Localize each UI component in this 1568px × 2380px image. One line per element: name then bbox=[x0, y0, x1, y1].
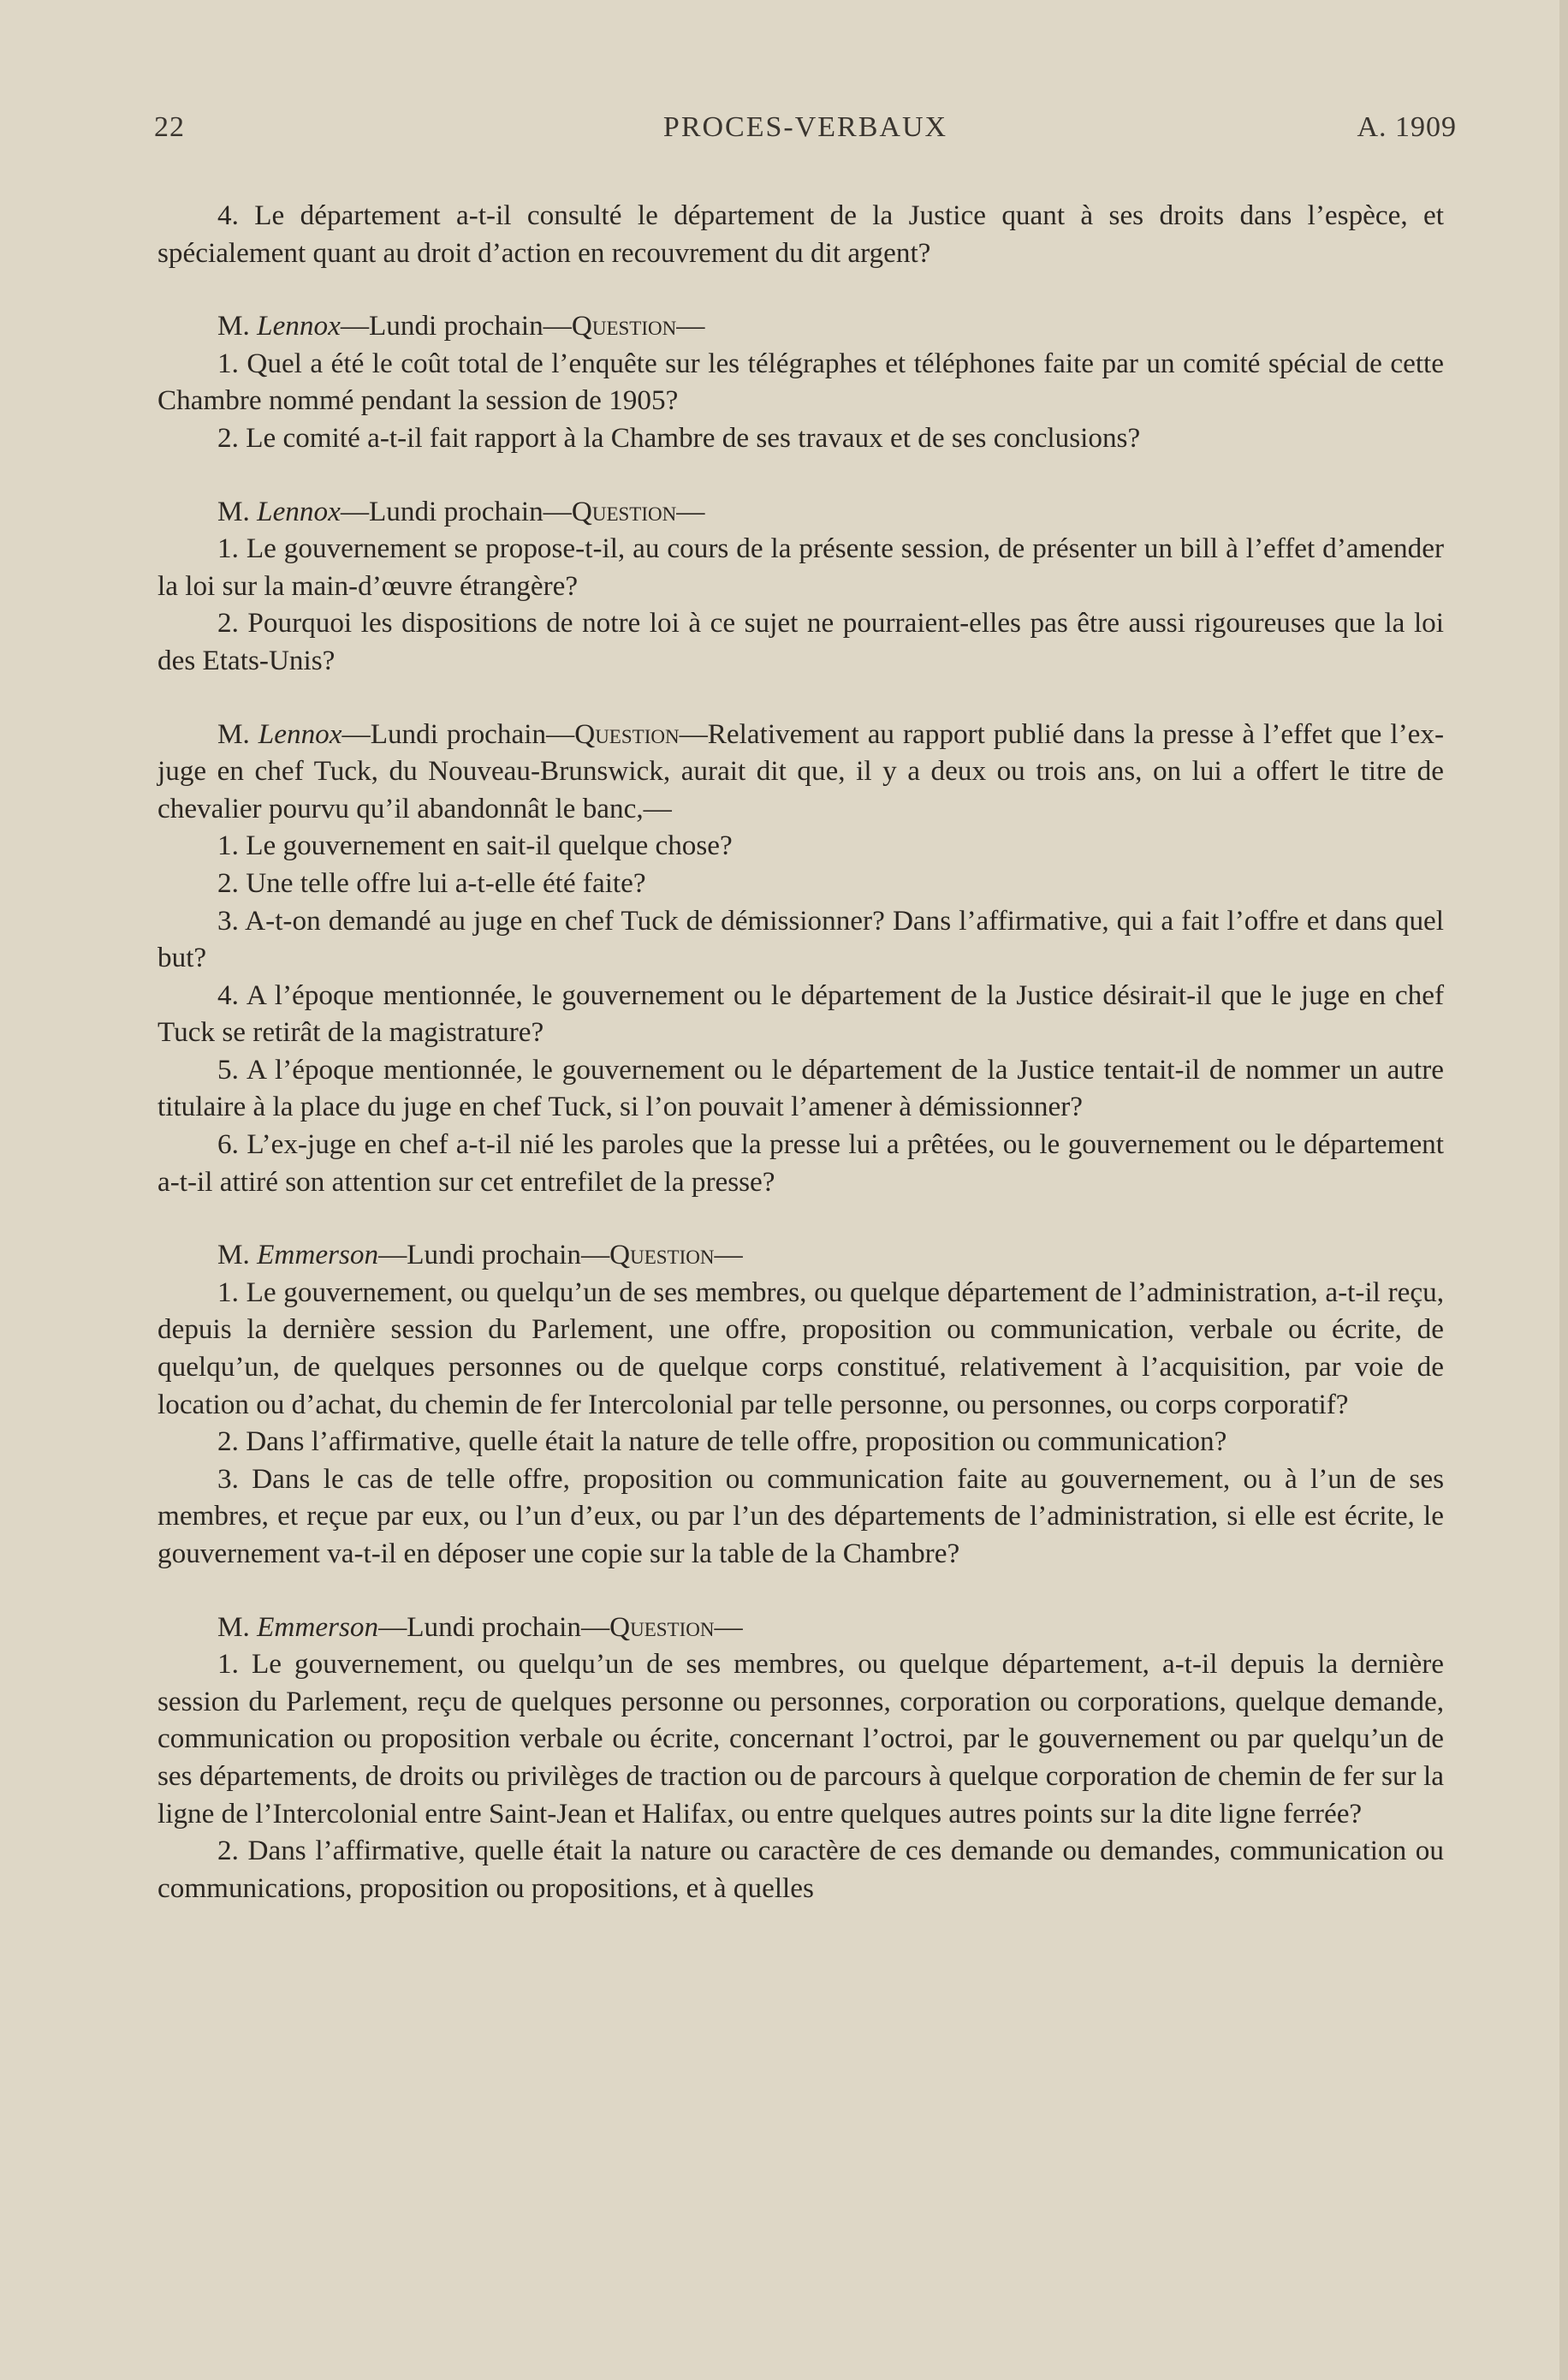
heading-dash: — bbox=[676, 310, 705, 342]
q3-item-1: 1. Le gouvernement en sait-il quelque chose? bbox=[217, 830, 733, 862]
schedule: —Lundi prochain— bbox=[340, 495, 572, 527]
q3-item-5: 5. A l’époque mentionnée, le gouvernement ou le département de la Justice tentait-il de nommer un autre titulaire à la place du juge en chef Tuck, si l’on pouvait l’amener à démissionner? bbox=[157, 1053, 1444, 1123]
q0-item-4: 4. Le département a-t-il consulté le département de la Justice quant à ses droits dans l’espèce, et spécialement quant au droit d’action en recouvrement du dit argent? bbox=[157, 199, 1444, 269]
question-heading bbox=[157, 493, 1444, 531]
member-name: Lennox bbox=[257, 310, 341, 342]
q4-item-2: 2. Dans l’affirmative, quelle était la nature de telle offre, proposition ou communication? bbox=[217, 1425, 1227, 1458]
header-year: A. 1909 bbox=[1357, 111, 1457, 143]
header-title: PROCES-VERBAUX bbox=[662, 111, 948, 143]
question-emmerson-2 bbox=[157, 1609, 1444, 1907]
q3-item-2: 2. Une telle offre lui a-t-elle été faite? bbox=[217, 866, 646, 899]
q2-item-2: 2. Pourquoi les dispositions de notre loi à ce sujet ne pourraient-elles pas être aussi rigoureuses que la loi des Etats-Unis? bbox=[157, 607, 1444, 676]
member-prefix: M. bbox=[217, 1610, 250, 1643]
heading-dash: — bbox=[714, 1610, 743, 1643]
q5-item-1: 1. Le gouvernement, ou quelqu’un de ses membres, ou quelque département, a-t-il depuis la dernière session du Parlement, reçu de quelques personne ou personnes, corporation ou corporations, quelque demande, communication ou proposition verbale ou écrite, concernant l’octroi, par le gouvernement ou par quelqu’un de ses départements, de droits ou privilèges de traction ou de parcours à quelque corporation de chemin de fer sur la ligne de l’Intercolonial entre Saint-Jean et Halifax, ou entre quelques autres points sur la dite ligne ferrée? bbox=[157, 1648, 1444, 1830]
heading-dash: — bbox=[676, 495, 705, 527]
member-name: Lennox bbox=[258, 717, 342, 750]
page-edge-shadow bbox=[1559, 0, 1568, 2380]
q5-item-2: 2. Dans l’affirmative, quelle était la nature ou caractère de ces demande ou demandes, communication ou communications, proposition ou propositions, et à quelles bbox=[157, 1835, 1444, 1904]
member-name: Lennox bbox=[257, 495, 341, 527]
question-lennox-1 bbox=[157, 307, 1444, 456]
q4-item-3: 3. Dans le cas de telle offre, proposition ou communication faite au gouvernement, ou à l’un de ses membres, et reçue par eux, ou l’un d’eux, ou par l’un des départements de l’administration, si elle est écrite, le gouvernement va-t-il en déposer une copie sur la table de la Chambre? bbox=[157, 1462, 1444, 1569]
section-gap bbox=[157, 271, 1444, 307]
question-heading bbox=[157, 307, 1444, 345]
section-gap bbox=[157, 680, 1444, 716]
question-heading bbox=[157, 1609, 1444, 1646]
section-gap bbox=[157, 457, 1444, 493]
question-lennox-2 bbox=[157, 493, 1444, 680]
question-label: Question bbox=[609, 1610, 715, 1643]
question-intro: —Relativement au rapport publié dans la presse à l’effet que l’ex-juge en chef Tuck, du Nouveau-Brunswick, aurait dit que, il y a deux ou trois ans, on lui a offert le titre de chevalier pourvu qu’il abandonnât le banc,— bbox=[157, 717, 1445, 824]
schedule: —Lundi prochain— bbox=[340, 310, 572, 342]
running-header bbox=[154, 111, 1457, 154]
section-gap bbox=[157, 1200, 1444, 1236]
question-heading bbox=[157, 1236, 1444, 1274]
question-label: Question bbox=[571, 310, 677, 342]
page-number: 22 bbox=[154, 111, 185, 143]
member-prefix: M. bbox=[217, 1239, 250, 1271]
page-body bbox=[157, 197, 1444, 1907]
schedule: —Lundi prochain— bbox=[342, 717, 575, 750]
q4-item-1: 1. Le gouvernement, ou quelqu’un de ses membres, ou quelque département de l’administration, a-t-il reçu, depuis la dernière session du Parlement, une offre, proposition ou communication, verbale ou écrite, de quelqu’un, de quelques personnes ou de quelque corps constitué, relativement à l’acquisition, par voie de location ou d’achat, du chemin de fer Intercolonial par telle personne, ou personnes, ou corps corporatif? bbox=[157, 1276, 1444, 1420]
member-prefix: M. bbox=[217, 495, 250, 527]
question-lennox-3 bbox=[157, 716, 1444, 1201]
question-label: Question bbox=[571, 495, 677, 527]
question-emmerson-1 bbox=[157, 1236, 1444, 1572]
section-gap bbox=[157, 1573, 1444, 1609]
q3-item-3: 3. A-t-on demandé au juge en chef Tuck de démissionner? Dans l’affirmative, qui a fait l’offre et dans quel but? bbox=[157, 904, 1444, 974]
q2-item-1: 1. Le gouvernement se propose-t-il, au cours de la présente session, de présenter un bill à l’effet d’amender la loi sur la main-d’œuvre étrangère? bbox=[157, 533, 1444, 602]
member-name: Emmerson bbox=[257, 1610, 379, 1643]
q3-item-6: 6. L’ex-juge en chef a-t-il nié les paroles que la presse lui a prêtées, ou le gouvernement ou le département a-t-il attiré son attention sur cet entrefilet de la presse? bbox=[157, 1128, 1444, 1198]
member-name: Emmerson bbox=[257, 1239, 379, 1271]
q1-item-1: 1. Quel a été le coût total de l’enquête sur les télégraphes et téléphones faite par un comité spécial de cette Chambre nommé pendant la session de 1905? bbox=[157, 347, 1444, 417]
q1-item-2: 2. Le comité a-t-il fait rapport à la Chambre de ses travaux et de ses conclusions? bbox=[217, 421, 1141, 454]
member-prefix: M. bbox=[217, 310, 250, 342]
schedule: —Lundi prochain— bbox=[378, 1610, 610, 1643]
q3-item-4: 4. A l’époque mentionnée, le gouvernement ou le département de la Justice désirait-il que le juge en chef Tuck se retirât de la magistrature? bbox=[157, 979, 1444, 1049]
question-label: Question bbox=[574, 717, 680, 750]
question-label: Question bbox=[609, 1239, 715, 1271]
member-prefix: M. bbox=[217, 717, 250, 750]
heading-dash: — bbox=[714, 1239, 743, 1271]
question-heading bbox=[157, 716, 1444, 828]
schedule: —Lundi prochain— bbox=[378, 1239, 610, 1271]
